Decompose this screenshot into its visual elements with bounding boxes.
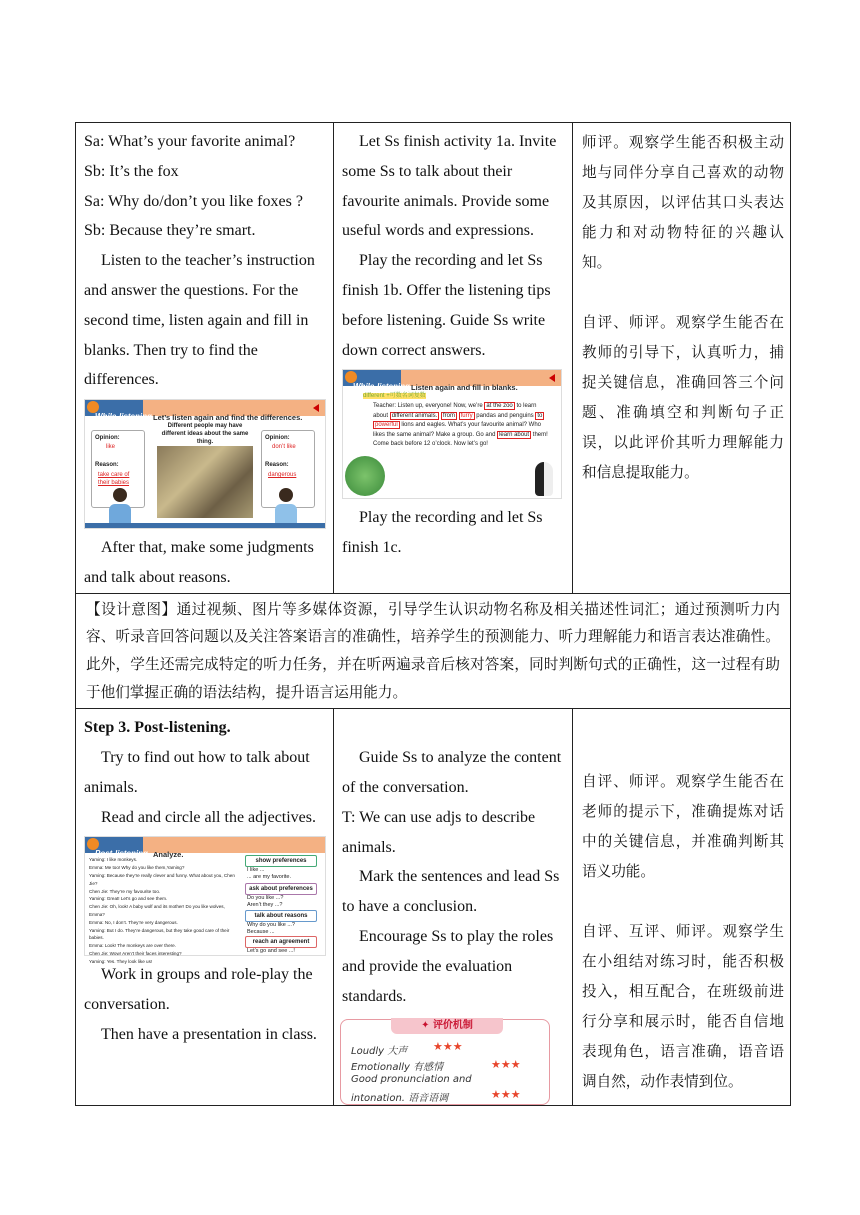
expr-group: Do you like ...? Aren’t they ...? [247, 895, 284, 909]
star-rating: ★★★ [491, 1088, 521, 1102]
tag-show-preferences: show preferences [245, 855, 317, 867]
cell-evaluation [573, 709, 791, 1106]
teacher-text: Play the recording and let Ss finish 1b. Offer the listening tips before listening. Guide Ss write down correct answers. [342, 252, 551, 359]
grammar-note: different +可数名词复数 [363, 393, 426, 400]
cell-student-activity [76, 123, 334, 594]
cell-teacher-activity [334, 123, 573, 594]
instruction-text: Listen to the teacher’s instruction and answer the questions. For the second time, listen again and fill in blanks. Then try to find the differences. [84, 252, 315, 389]
eval-criterion: Good pronunciation and [351, 1074, 472, 1086]
cell-teacher-activity [334, 709, 573, 1106]
boy-avatar [109, 488, 131, 526]
slide-fill-blanks [342, 369, 562, 499]
eval-text: 师评。观察学生能否积极主动地与同伴分享自己喜欢的动物及其原因，以评估其口头表达能力和对动物特征的兴趣认知。 [582, 134, 784, 271]
teacher-text: T: We can use adjs to describe animals. [342, 808, 536, 856]
eval-text: 自评、师评。观察学生能否在教师的引导下，认真听力，捕捉关键信息，准确回答三个问题、准确填空和判断句子正误，以此评价其听力理解能力和信息提取能力。 [582, 314, 784, 481]
eval-criterion: Loudly 大声 [351, 1046, 408, 1058]
slide-center-text: Different people may have different ideas about the same thing. [161, 423, 249, 446]
slide-title: Listen again and fill in blanks. [411, 383, 518, 393]
student-text: Work in groups and role-play the conversation. [84, 966, 313, 1014]
slide-find-differences [84, 399, 326, 529]
wolves-photo [157, 446, 253, 518]
teacher-text: Guide Ss to analyze the content of the conversation. [342, 749, 562, 796]
dialog-line: Sa: What’s your favorite animal? [84, 133, 296, 150]
dialog-line: Sa: Why do/don’t you like foxes ? [84, 192, 303, 210]
eval-text: 自评、师评。观察学生能否在老师的提示下，准确提炼对话中的关键信息，并准确判断其语义功能。 [582, 773, 784, 881]
lesson-table [75, 122, 791, 1106]
tag-reach-agreement: reach an agreement [245, 936, 317, 948]
student-text: Try to find out how to talk about animals. [84, 748, 310, 796]
student-text: Then have a presentation in class. [101, 1025, 317, 1043]
evaluation-title: ✦ 评价机制 [391, 1018, 503, 1034]
row-design-intent [76, 593, 791, 708]
step-heading: Step 3. Post-listening. [84, 719, 231, 737]
right-reason: dangerous [268, 472, 297, 479]
tag-ask-preferences: ask about preferences [245, 883, 317, 895]
penguin-image [535, 462, 553, 496]
eval-criterion: Emotionally 有感情 [351, 1062, 444, 1074]
cell-student-activity [76, 709, 334, 1106]
row-while-listening [76, 123, 791, 594]
left-reason: take care of their babies [98, 472, 130, 487]
expr-agreement: Let’s go and see ...! [247, 948, 295, 955]
star-rating: ★★★ [433, 1040, 463, 1054]
expr-group: Why do you like ...? Because ... [247, 922, 295, 936]
row-post-listening [76, 709, 791, 1106]
teacher-text: Play the recording and let Ss finish 1c. [342, 509, 543, 557]
star-icon: ✦ [421, 1020, 433, 1032]
cell-design-intent [76, 593, 791, 708]
reason-label: Reason: [95, 462, 119, 469]
right-opinion: don’t like [272, 444, 296, 451]
student-text: Read and circle all the adjectives. [101, 808, 317, 826]
cell-evaluation [573, 123, 791, 594]
girl-avatar [275, 488, 297, 526]
star-rating: ★★★ [491, 1058, 521, 1072]
teacher-text: Encourage Ss to play the roles and provide the evaluation standards. [342, 927, 554, 1005]
teacher-text: Mark the sentences and lead Ss to have a conclusion. [342, 868, 560, 916]
slide-title: Analyze. [153, 850, 184, 860]
slide-tag: Post-listening [95, 849, 148, 859]
reason-label: Reason: [265, 462, 289, 469]
left-opinion: like [106, 444, 116, 451]
expr-group: I like ... ... are my favorite. [247, 867, 292, 881]
tag-talk-reasons: talk about reasons [245, 910, 317, 922]
analyze-dialog: Yaming: I like monkeys. Emma: Me too! Why do you like them,Yaming? Yaming: Because they’re really clever and funny. What about you, Chen Jie? Chen Jie: They’re my favourite too. Yaming: Great! Let’s go and see them. Chen Jie: Oh, look! A baby wolf and its mother! Do you like wolves, Emma? Emma: No, I don’t. They’re very dangerous. Yaming: But I do. They’re dangerous, but they take good care of their babies. Emma: Look! The monkeys are over there. Chen Jie: Wow! Aren’t their faces interesting? Yaming: Yes. They look like us! [89, 857, 235, 964]
dialog-line: Sb: It’s the fox [84, 162, 179, 180]
play-icon [313, 404, 319, 412]
eval-criterion: intonation. 语音语调 [351, 1093, 449, 1105]
judgment-text: After that, make some judgments and talk about reasons. [84, 539, 314, 586]
globe-image [345, 456, 385, 496]
eval-text: 自评、互评、师评。观察学生在小组结对练习时，能否积极投入，相互配合，在班级前进行分享和展示时，能否自信地表现角色，语言准确，语音语调自然，动作表情到位。 [582, 923, 784, 1091]
opinion-label: Opinion: [265, 435, 290, 442]
play-icon [549, 374, 555, 382]
teacher-text: Let Ss finish activity 1a. Invite some Ss to talk about their favourite animals. Provide some useful words and expressions. [342, 133, 557, 240]
opinion-label: Opinion: [95, 435, 120, 442]
dialog-line: Sb: Because they’re smart. [84, 222, 256, 240]
design-intent-text: 【设计意图】通过视频、图片等多媒体资源，引导学生认识动物名称及相关描述性词汇；通过预测听力内容、听录音回答问题以及关注答案语言的准确性，培养学生的预测能力、听力理解能力和语言表达准确性。此外，学生还需完成特定的听力任务，并在听两遍录音后核对答案，同时判断句式的正确性，这一过程有助于他们掌握正确的语法结构，提升语言运用能力。 [86, 600, 780, 701]
slide-tag: While-listening [95, 412, 152, 422]
slide-analyze [84, 836, 326, 964]
evaluation-card [340, 1019, 550, 1105]
slide-tag: While-listening [353, 382, 410, 392]
fill-blank-passage: Teacher: Listen up, everyone! Now, we’re at the zoo to learn about different animals. from furry pandas and penguins to powerful lions and eagles. What’s your favourite animal? Who likes the same animal? Make a group. Go and learn about them! Come back before 12 o’clock. Now let’s go! [373, 403, 548, 448]
slide-title: Let’s listen again and find the differences. [153, 413, 303, 423]
